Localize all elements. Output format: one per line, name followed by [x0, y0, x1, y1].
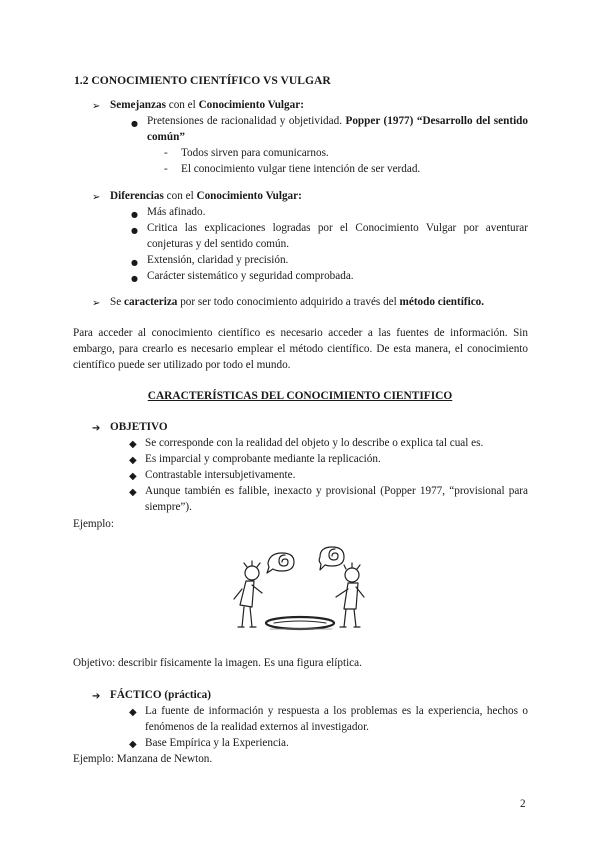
dot-bullet-icon: ●	[131, 226, 138, 235]
diferencias-item: Carácter sistemático y seguridad comprobada.	[147, 270, 354, 282]
ellipse-inner	[274, 621, 326, 623]
diamond-bullet-icon: ◆	[129, 455, 137, 466]
caracteriza-pre: Se	[110, 296, 124, 308]
left-person-head	[245, 566, 259, 580]
semejanzas-target: Conocimiento Vulgar:	[198, 99, 304, 111]
dash-bullet: -	[164, 147, 168, 159]
objetivo-caption: Objetivo: describir físicamente la imagen. Es una figura elíptica.	[73, 657, 362, 669]
diamond-bullet-icon: ◆	[129, 707, 137, 718]
caracteriza-mid: por ser todo conocimiento adquirido a través del	[177, 296, 400, 308]
caracteriza-method: método científico.	[399, 296, 485, 308]
objetivo-item: Aunque también es falible, inexacto y provisional (Popper 1977, “provisional para siempre”).	[145, 485, 528, 513]
arrow-bullet-icon: ➢	[92, 298, 101, 309]
semejanzas-subitem: El conocimiento vulgar tiene intención de ser verdad.	[181, 163, 421, 175]
semejanzas-item	[147, 114, 528, 145]
right-speech-bubble	[319, 547, 344, 570]
page-number: 2	[520, 798, 526, 810]
diferencias-item: Critica las explicaciones logradas por el Conocimiento Vulgar por aventurar conjeturas y del sentido común.	[147, 222, 528, 250]
semejanzas-label: Semejanzas	[110, 99, 166, 111]
diferencias-heading	[110, 189, 302, 205]
section-heading: CARACTERÍSTICAS DEL CONOCIMIENTO CIENTIFICO	[147, 390, 453, 402]
diferencias-connector: con el	[163, 190, 197, 202]
left-person-hair	[244, 561, 260, 567]
dot-bullet-icon: ●	[131, 258, 138, 267]
semejanzas-subitem: Todos sirven para comunicarnos.	[181, 147, 329, 159]
semejanzas-heading	[110, 98, 304, 114]
diamond-bullet-icon: ◆	[129, 739, 137, 750]
right-person-hair	[344, 563, 360, 569]
left-person-body	[234, 581, 262, 627]
right-person-body	[336, 583, 364, 627]
semejanzas-item-text: Pretensiones de racionalidad y objetividad.	[147, 115, 346, 127]
dot-bullet-icon: ●	[131, 274, 138, 283]
diferencias-item: Extensión, claridad y precisión.	[147, 254, 289, 266]
objetivo-heading: OBJETIVO	[110, 421, 168, 433]
page-title: 1.2 CONOCIMIENTO CIENTÍFICO VS VULGAR	[74, 74, 331, 87]
diferencias-target: Conocimiento Vulgar:	[196, 190, 302, 202]
right-spiral	[329, 549, 338, 560]
objetivo-item: Es imparcial y comprobante mediante la replicación.	[145, 453, 381, 465]
factico-item: La fuente de información y respuesta a los problemas es la experiencia, hechos o fenómenos de la realidad externos al investigador.	[145, 705, 528, 733]
caracteriza-keyword: caracteriza	[123, 296, 178, 308]
arrow-bullet-icon: ➢	[92, 101, 101, 112]
caracteriza-line	[110, 295, 484, 311]
diferencias-item: Más afinado.	[147, 206, 206, 218]
semejanzas-connector: con el	[165, 99, 199, 111]
dot-bullet-icon: ●	[131, 210, 138, 219]
diamond-bullet-icon: ◆	[129, 487, 137, 498]
example-label: Ejemplo:	[73, 518, 115, 530]
factico-example: Ejemplo: Manzana de Newton.	[73, 753, 213, 765]
intro-paragraph: Para acceder al conocimiento científico es necesario acceder a las fuentes de información. Sin embargo, para crearlo es necesario emplear el método científico. De esta manera, el conocimiento científico puede ser utilizado por todo el mundo.	[73, 327, 528, 371]
factico-heading: FÁCTICO (práctica)	[110, 689, 211, 701]
right-person-head	[345, 568, 359, 582]
objetivo-item: Se corresponde con la realidad del objeto y lo describe o explica tal cual es.	[145, 437, 484, 449]
diferencias-label: Diferencias	[110, 190, 164, 202]
arrow-bullet-icon: ➢	[92, 192, 101, 203]
diamond-bullet-icon: ◆	[129, 471, 137, 482]
right-arrow-icon: ➔	[92, 423, 101, 434]
dot-bullet-icon: ●	[131, 119, 138, 128]
left-spiral	[279, 555, 288, 566]
dash-bullet: -	[164, 163, 168, 175]
right-arrow-icon: ➔	[92, 691, 101, 702]
factico-item: Base Empírica y la Experiencia.	[145, 737, 289, 749]
objetivo-item: Contrastable intersubjetivamente.	[145, 469, 296, 481]
cartoon-illustration	[228, 545, 378, 637]
diamond-bullet-icon: ◆	[129, 439, 137, 450]
semejanzas-item-citation: Popper (1977) “Desarrollo del sentido común”	[147, 115, 528, 143]
